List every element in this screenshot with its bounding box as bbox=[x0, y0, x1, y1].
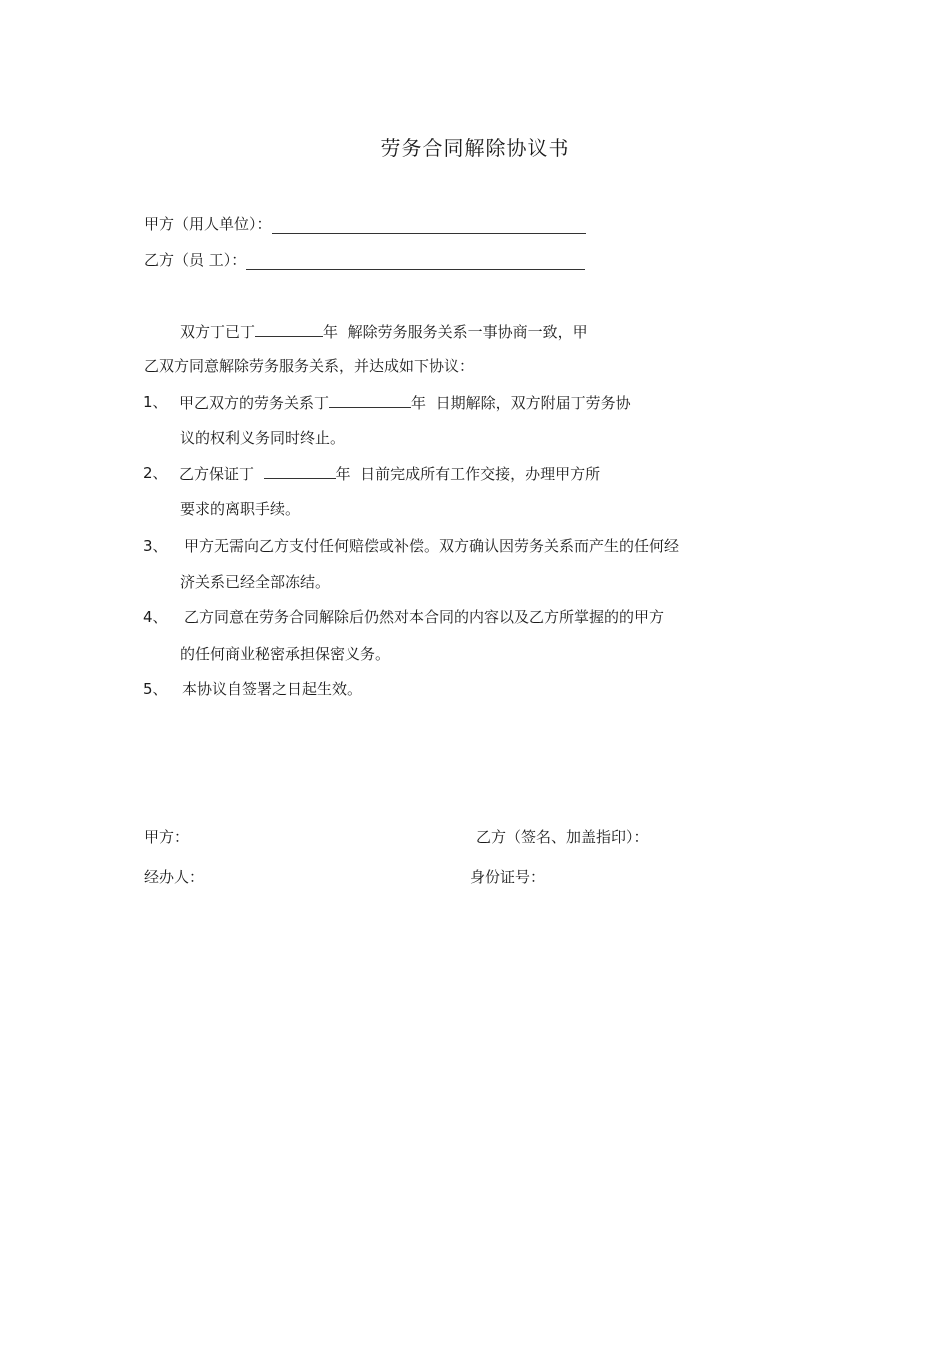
document-title: 劳务合同解除协议书 bbox=[380, 136, 570, 160]
clause-2-number: 2、 bbox=[143, 464, 168, 482]
party-b-blank bbox=[246, 251, 585, 270]
clause-1-line-1 bbox=[179, 392, 631, 413]
clause-1-year-blank bbox=[329, 392, 411, 408]
intro-line-1 bbox=[180, 321, 588, 342]
clause-2-line-2: 要求的离职手续。 bbox=[180, 500, 301, 518]
clause-5-number: 5、 bbox=[143, 680, 168, 698]
clause-3-line-2: 济关系已经全部冻结。 bbox=[180, 573, 331, 591]
clause-2-line-1 bbox=[179, 463, 600, 484]
clause-4-number: 4、 bbox=[143, 608, 168, 626]
signature-handler: 经办人： bbox=[144, 868, 205, 886]
party-a-line bbox=[144, 213, 586, 234]
intro-year: 年 bbox=[323, 323, 339, 341]
clause-1-line-2: 议的权利义务同时终止。 bbox=[180, 429, 346, 447]
clause-1-pre: 甲乙双方的劳务关系丁 bbox=[179, 394, 330, 412]
clause-1-post: 日期解除，双方附届丁劳务协 bbox=[435, 394, 631, 412]
party-a-label: 甲方（用人单位）： bbox=[144, 215, 272, 233]
clause-2-post: 日前完成所有工作交接，办理甲方所 bbox=[360, 465, 601, 483]
intro-pre: 双方丁已丁 bbox=[180, 323, 256, 341]
clause-1-year: 年 bbox=[411, 394, 427, 412]
intro-year-blank bbox=[255, 321, 323, 337]
signature-party-a: 甲方： bbox=[144, 828, 190, 846]
signature-id-number: 身份证号： bbox=[470, 868, 546, 886]
party-b-line bbox=[144, 249, 585, 270]
clause-3-number: 3、 bbox=[143, 537, 168, 555]
signature-party-b: 乙方（签名、加盖指印）： bbox=[476, 828, 649, 846]
intro-line-2: 乙双方同意解除劳务服务关系，并达成如下协议： bbox=[144, 357, 475, 375]
intro-post: 解除劳务服务关系一事协商一致，甲 bbox=[347, 323, 588, 341]
clause-3-line-1: 甲方无需向乙方支付任何赔偿或补偿。双方确认因劳务关系而产生的任何经 bbox=[184, 537, 680, 555]
clause-2-year: 年 bbox=[335, 465, 351, 483]
clause-4-line-1: 乙方同意在劳务合同解除后仍然对本合同的内容以及乙方所掌握的的甲方 bbox=[184, 608, 665, 626]
party-b-label: 乙方（员 工）： bbox=[144, 251, 247, 269]
clause-5-line-1: 本协议自签署之日起生效。 bbox=[182, 680, 363, 698]
party-a-blank bbox=[272, 215, 586, 234]
clause-4-line-2: 的任何商业秘密承担保密义务。 bbox=[180, 645, 391, 663]
clause-2-year-blank bbox=[264, 463, 336, 479]
clause-2-pre: 乙方保证丁 bbox=[179, 465, 255, 483]
clause-1-number: 1、 bbox=[143, 393, 168, 411]
